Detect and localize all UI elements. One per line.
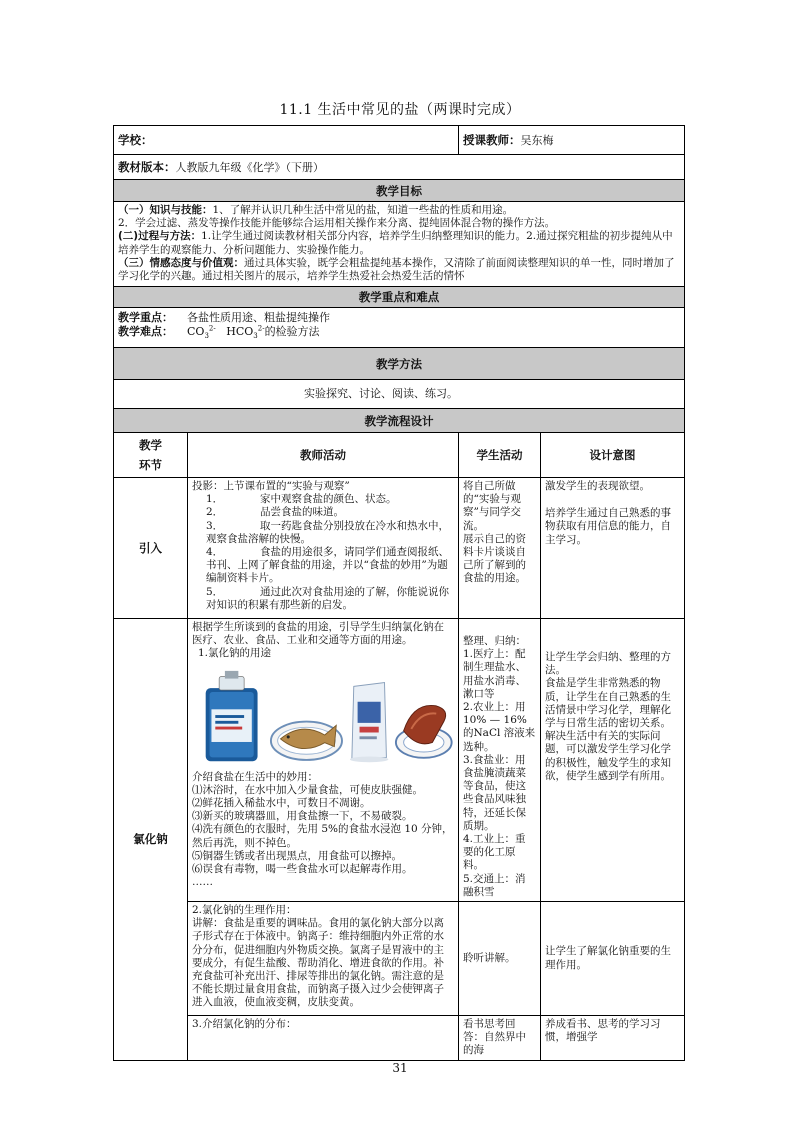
difficulty-label: 教学难点： [118,325,173,339]
fish-dish-icon [269,705,344,765]
col-student-header: 学生活动 [459,433,541,478]
method-text: 实验探究、讨论、阅读、练习。 [304,387,458,400]
nacl-physio-teacher: 2.氯化钠的生理作用： 讲解：食盐是重要的调味品。食用的氯化钠大部分以离子形式存在于体液中。钠离子：维持细胞内外正常的水分分布，促进细胞内外物质交换。氯离子是胃液中的主要成分，有促生盐酸、帮助消化、增进食欲的作用。补充食盐可补充出汗、排尿等排出的氯化钠。需注意的是不能长期过量食用食盐，而钠离子摄入过少会使钾离子进入血液，使血液变稠，皮肤变黄。 [188,902,459,1016]
method-row [114,380,685,409]
flow-header-row [114,409,685,433]
section-flow-header: 教学流程设计 [114,409,685,433]
key-header-row [114,287,685,308]
bicarbonate-formula: $HCO_3^{2-}$ [226,324,265,341]
teacher-label: 授课教师： [463,132,521,147]
goals-header-row [114,180,685,202]
column-header-row [114,433,685,478]
col-teacher-header: 教师活动 [188,433,459,478]
cured-meat-dish-icon [394,691,454,765]
nacl-teacher: 根据学生所谈到的食盐的用途，引导学生归纳氯化钠在医疗、农业、食品、工业和交通等方面的用途。 1.氯化钠的用途 介绍食盐在生活中的妙用： ⑴沐浴时，在水中加入少量食盐，可使皮肤强健。 ⑵鲜花插入稀盐水中，可数日不凋谢。 ⑶新买的玻璃器皿，用食盐擦一下，不易破裂。 ⑷洗有颜色的衣服时，先用 5%的食盐水浸泡 10 分钟，然后再洗，则不掉色。 ⑸铜器生锈或者出现黑点，用食盐可以擦掉。 ⑹误食有毒物，喝一些食盐水可以起解毒作用。 …… [188,619,459,902]
nacl-physio-intent: 让学生了解氯化钠重要的生理作用。 [541,902,685,1016]
textbook-cell [114,155,685,180]
attitude-text: 通过具体实验，既学会粗盐提纯基本操作，又清除了前面阅读整理知识的单一性，同时增加了学习化学的兴趣。通过相关图片的展示，培养学生热爱社会热爱生活的情怀 [118,256,675,283]
process-text: 1.让学生通过阅读教材相关部分内容，培养学生归纳整理知识的能力。2.通过探究粗盐的初步提纯从中培养学生的观察能力、分析问题能力、实验操作能力。 [118,230,673,256]
nacl-dist-row [114,1016,685,1061]
focus-text: 各盐性质用途、粗盐提纯操作 [187,311,330,325]
saline-bottle-icon [198,669,265,765]
nacl-physio-row [114,902,685,1016]
nacl-uses-row [114,619,685,902]
page-title: 11.1 生活中常见的盐（两课时完成） [279,102,521,118]
nacl-stage: 氯化钠 [114,619,188,1061]
difficulty-text: 的检验方法 [264,325,320,339]
textbook-value: 人教版九年级《化学》（下册） [175,160,324,174]
nacl-dist-teacher: 3.介绍氯化钠的分布： [188,1016,459,1061]
goals-cell [114,202,685,287]
knowledge-label: （一）知识与技能： [118,204,213,216]
teacher-name: 吴东梅 [520,133,554,147]
section-method-header: 教学方法 [114,348,685,380]
textbook-row [114,155,685,180]
school-cell [114,126,459,155]
intro-stage: 引入 [114,478,188,619]
knowledge-text: 1、了解并认识几种生活中常见的盐，知道一些盐的性质和用途。 [212,204,514,216]
focus-label: 教学重点： [118,311,173,325]
attitude-label: （三）情感态度与价值观： [118,256,244,269]
school-label: 学校： [118,132,153,147]
nacl-dist-intent: 养成看书、思考的学习习惯，增强学 [541,1016,685,1061]
intro-row [114,478,685,619]
process-label: (二)过程与方法： [118,230,202,243]
col-intent-header: 设计意图 [541,433,685,478]
key-row [114,308,685,348]
key-cell [114,308,685,348]
teacher-cell [459,126,685,155]
salt-uses-photos [198,665,454,765]
intro-student: 将自己所做的“实验与观察”与同学交流。 展示自己的资料卡片谈谈自己所了解到的食盐的用途。 [459,478,541,619]
section-goals-header: 教学目标 [114,180,685,202]
goals-row [114,202,685,287]
lesson-plan-table [113,125,685,1061]
nacl-physio-student: 聆听讲解。 [459,902,541,1016]
salt-package-icon [348,675,390,765]
intro-intent: 激发学生的表现欲望。 培养学生通过自己熟悉的事物获取有用信息的能力，自主学习。 [541,478,685,619]
knowledge-text-2: 2．学会过滤、蒸发等操作技能并能够综合运用相关操作来分离、提纯固体混合物的操作方法。 [118,217,556,230]
method-header-row [114,348,685,380]
method-cell [114,380,685,409]
nacl-intent: 让学生学会归纳、整理的方法。 食盐是学生非常熟悉的物质，让学生在自己熟悉的生活情景中学习化学，理解化学与日常生活的密切关系。解决生活中有关的实际问题，可以激发学生学习化学的积极性，触发学生的求知欲，使学生感到学有所用。 [541,619,685,902]
nacl-student: 整理、归纳： 1.医疗上：配制生理盐水、用盐水消毒、漱口等 2.农业上：用10% — 16% 的NaCl 溶液来选种。 3.食盐业：用食盐腌渍蔬菜等食品，使这些食品风味独特，还延长保质期。 4.工业上：重要的化工原料。 5.交通上：消融积雪 [459,619,541,902]
page-number: 31 [392,1061,408,1075]
nacl-dist-student: 看书思考回答：自然界中的海 [459,1016,541,1061]
col-stage-header: 教学 环节 [114,433,188,478]
intro-teacher: 投影：上节课布置的“实验与观察” 1． 家中观察食盐的颜色、状态。 2． 品尝食盐的味道。 3． 取一药匙食盐分别投放在冷水和热水中，观察食盐溶解的快慢。 4． 食盐的用途很多，请同学们通查阅报纸、书刊、上网了解食盐的用途，并以“食盐的妙用”为题编制资料卡片。 5． 通过此次对食盐用途的了解，你能说说你对知识的积累有那些新的启发。 [188,478,459,619]
textbook-label: 教材版本： [118,159,176,174]
carbonate-formula: $CO_3^{2-}$ [187,324,216,341]
school-row [114,126,685,155]
section-key-header: 教学重点和难点 [114,287,685,308]
